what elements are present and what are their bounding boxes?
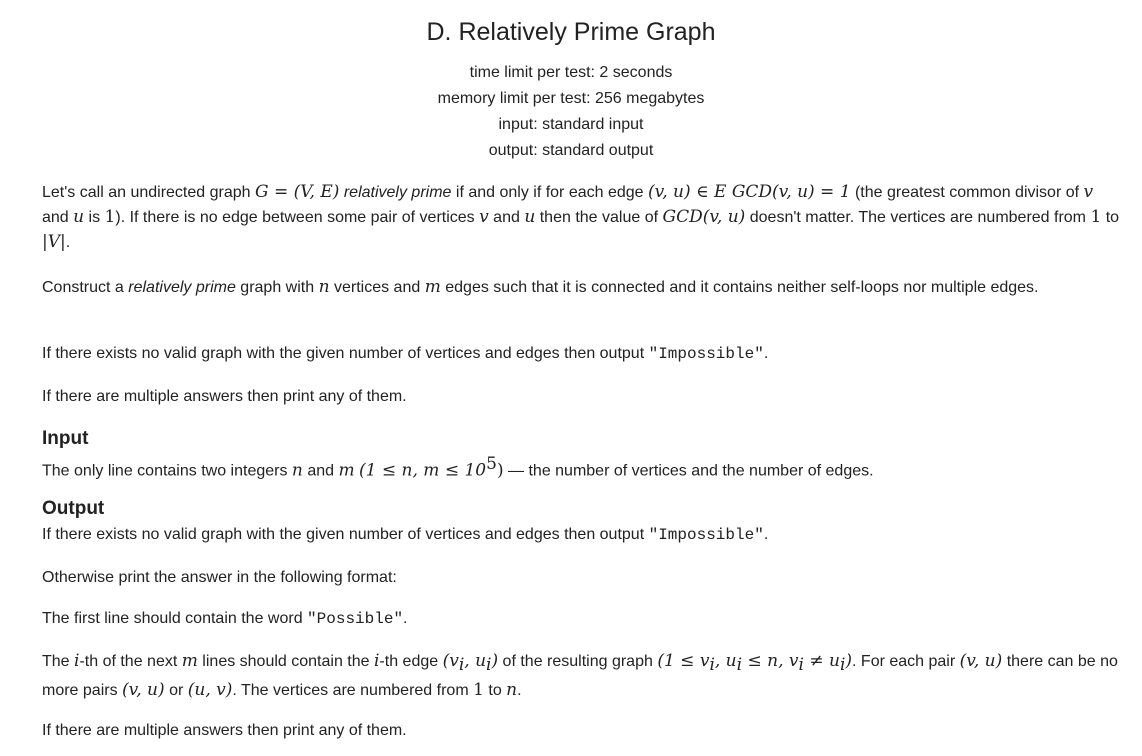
math: ≤ n, v [742, 651, 799, 671]
math: 1 [1090, 207, 1102, 227]
math: (v [442, 651, 459, 671]
text: . [517, 682, 522, 700]
math: u [73, 207, 85, 227]
text: If there are multiple answers then print any of them. [42, 722, 407, 739]
math: n [318, 277, 330, 297]
math: m [338, 460, 355, 481]
text: if and only if for each edge [451, 184, 649, 201]
emphasis: relatively prime [343, 184, 452, 201]
output-paragraph-2 [42, 565, 1124, 590]
problem-title: D. Relatively Prime Graph [426, 18, 716, 46]
time-limit: time limit per test: 2 seconds [469, 64, 673, 81]
math: 1 [104, 207, 116, 227]
math: ≠ u [803, 651, 840, 671]
math: (v, u) ∈ E GCD(v, u) = 1 [648, 182, 851, 202]
text: . [65, 234, 71, 251]
problem-header [0, 0, 1142, 164]
output-file: output: standard output [488, 142, 654, 159]
math-subscript: i [486, 655, 492, 676]
math: (u, v) [187, 680, 233, 701]
output-paragraph-3 [42, 606, 1124, 632]
text: graph with [235, 279, 319, 296]
text: -th of the next [79, 653, 182, 670]
math: G = (V, E) [254, 182, 340, 202]
text: . For each pair [852, 653, 960, 670]
input-section [42, 427, 1124, 483]
memory-limit: memory limit per test: 256 megabytes [437, 90, 705, 107]
math: v [1083, 182, 1094, 202]
text: The first line should contain the word [42, 610, 308, 627]
output-section [42, 497, 1124, 548]
math: ) [491, 651, 499, 671]
legend-paragraph-4 [42, 384, 1124, 409]
emphasis: relatively prime [128, 279, 236, 296]
text: (the greatest common divisor of [850, 184, 1084, 201]
math-subscript: i [839, 655, 846, 676]
text: and [302, 462, 339, 480]
text: and [42, 209, 74, 226]
text: of the resulting graph [498, 653, 658, 670]
text: If there exists no valid graph with the given number of vertices and edges then output [42, 526, 649, 543]
math: 1 [473, 680, 484, 701]
text: edges such that it is connected and it contains neither self-loops nor multiple edges. [440, 279, 1039, 296]
math: (v, u) [959, 651, 1003, 671]
math: ) [845, 651, 853, 671]
output-heading: Output [42, 498, 105, 519]
math: (v, u) [122, 680, 165, 701]
text: doesn't matter. The vertices are numbered from [745, 209, 1091, 226]
code: "Impossible" [648, 345, 764, 363]
code: "Possible" [307, 610, 404, 628]
math-subscript: i [709, 655, 715, 676]
text: . [763, 345, 769, 362]
math: (1 ≤ v [657, 651, 710, 671]
math: (1 ≤ n, m ≤ 10 [359, 460, 487, 481]
math: m [424, 277, 441, 297]
text: . The vertices are numbered from [232, 682, 474, 700]
math-subscript: i [458, 655, 465, 676]
math: u [524, 207, 536, 227]
math: , u [714, 651, 737, 671]
text: Let's call an undirected graph [42, 184, 255, 201]
code: "Impossible" [648, 526, 764, 544]
math: |V| [42, 232, 66, 252]
text: . [403, 610, 408, 627]
legend-paragraph-2 [42, 275, 1124, 300]
math-subscript: i [798, 655, 804, 676]
text: there can be no more pairs [42, 653, 1118, 700]
legend-paragraph-3 [42, 341, 1124, 367]
output-paragraph-5 [42, 718, 1124, 743]
text: lines should contain the [197, 653, 374, 670]
input-heading: Input [42, 428, 89, 449]
text: ). If there is no edge between some pair of vertices [115, 209, 480, 226]
math: GCD(v, u) [662, 207, 746, 227]
text: Construct a [42, 279, 129, 296]
math: , u [464, 651, 487, 671]
text: to [1101, 209, 1120, 226]
math: i [74, 651, 80, 671]
math: m [181, 651, 198, 671]
output-paragraph-4 [42, 649, 1124, 703]
text: to [483, 682, 507, 700]
text: or [164, 682, 188, 700]
text: then the value of [535, 209, 663, 226]
legend-paragraph-1 [42, 180, 1124, 255]
text: and [488, 209, 525, 226]
text: If there exists no valid graph with the given number of vertices and edges then output [42, 345, 649, 362]
input-file: input: standard input [498, 116, 644, 133]
text: If there are multiple answers then print any of them. [42, 388, 407, 405]
text: Otherwise print the answer in the following format: [42, 569, 397, 586]
math: n [506, 680, 518, 701]
math: v [479, 207, 489, 227]
math: ) [496, 460, 504, 481]
text: -th edge [379, 653, 443, 670]
math-superscript: 5 [486, 454, 497, 474]
text: The only line contains two integers [42, 462, 292, 480]
text: vertices and [329, 279, 425, 296]
text: — the number of vertices and the number of edges. [503, 462, 874, 480]
math: i [373, 651, 380, 671]
math-subscript: i [736, 655, 743, 676]
text: The [42, 653, 75, 670]
math: n [291, 460, 303, 481]
text: . [763, 526, 769, 543]
text: is [84, 209, 105, 226]
